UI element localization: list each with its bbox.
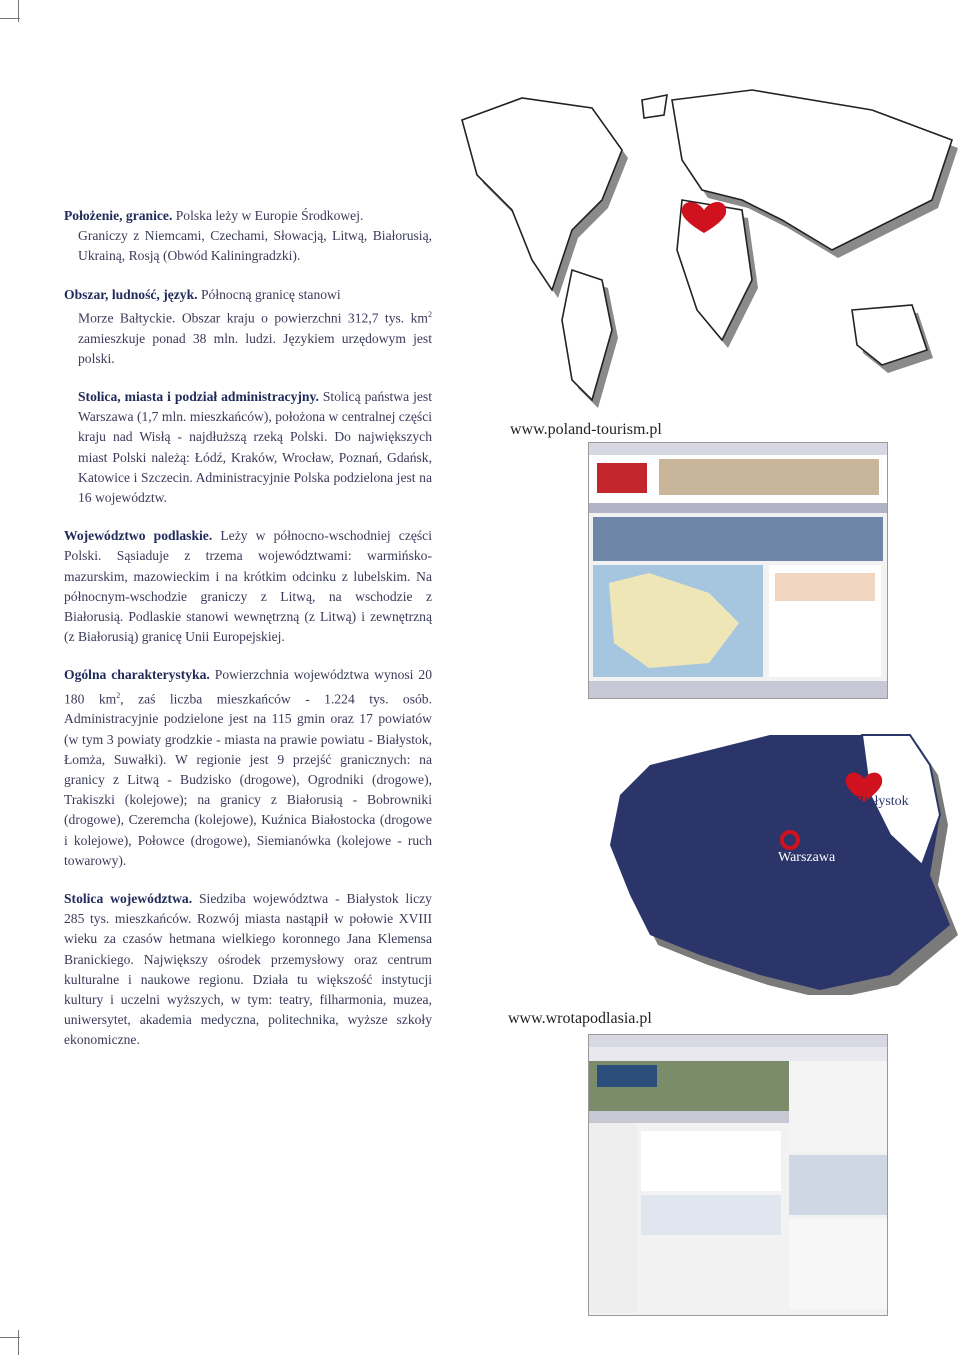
poland-tourism-url[interactable]: www.poland-tourism.pl bbox=[510, 421, 662, 438]
crop-mark bbox=[18, 0, 19, 22]
section-text: państwa jest Warszawa (1,7 mln. mieszkańców), położona w centralnej części kraju nad Wisłą - najdłuższą rzeką Polski. Do największych miast Polski należą: Łódź, Kraków, Wrocław, Poznań, Gdańsk, Katowice i Szczecin. Administracyjnie Polska podzielona jest na 16 województw. bbox=[78, 388, 432, 505]
section-text: zamieszkuje ponad 38 mln. ludzi. Językiem urzędowym jest polski. bbox=[78, 330, 432, 366]
section-heading: Stolica, miasta i podział administracyjny. bbox=[78, 388, 319, 404]
section-heading: Położenie, granice. bbox=[64, 208, 173, 223]
section-heading: Obszar, ludność, język. bbox=[64, 286, 198, 302]
poland-map bbox=[590, 705, 960, 995]
section-text: Stolicą bbox=[322, 388, 361, 404]
crop-mark bbox=[0, 18, 20, 19]
section-text: Leży w północno-wschodniej części Polski. Sąsiaduje z trzema województwami: warmińsko-mazurskim, mazowieckim i na krótkim odcinku z lubelskim. Na północnym-wschodzie graniczy z Litwą, na wschodzie z Białorusią. Podlaskie stanowi wewnętrzną (z Litwą) i zewnętrzną (z Białorusią) granicę Unii Europejskiej. bbox=[64, 528, 432, 645]
label-warszawa: Warszawa bbox=[778, 850, 836, 865]
section-general bbox=[64, 665, 432, 871]
section-heading: Stolica województwa. bbox=[64, 890, 193, 906]
crop-mark bbox=[0, 1337, 20, 1338]
section-area bbox=[64, 285, 432, 369]
section-text: Północną granicę stanowi bbox=[200, 286, 341, 302]
section-text: Graniczy z Niemcami, Czechami, Słowacją, Litwą, Białorusią, Ukrainą, Rosją (Obwód Kaliningradzki). bbox=[78, 228, 432, 264]
text-column bbox=[64, 206, 432, 1069]
section-text: Polska leży w Europie Środkowej. bbox=[175, 208, 364, 223]
section-regional-capital bbox=[64, 889, 432, 1051]
label-bialystok: Białystok bbox=[855, 794, 909, 809]
wrota-screenshot bbox=[588, 1034, 888, 1316]
section-text: , zaś liczba mieszkańców - 1.224 tys. osób. Administracyjnie podzielone jest na 115 gmin oraz 17 powiatów (w tym 3 powiaty grodzkie - miasta na prawie powiatu - Białystok, Łomża, Suwałki). W regionie jest 9 przejść granicznych: na granicy z Litwą - Budzisko (drogowe), Ogrodniki (drogowe), Trakiszki (kolejowe); na granicy z Białorusią - Bobrowniki (drogowe), Czeremcha (kolejowe), Kuźnica Białostocka (drogowe i kolejowe), Połowce (drogowe), Siemianówka (kolejowe - ruch towarowy). bbox=[64, 691, 432, 868]
section-text-block bbox=[64, 305, 432, 369]
section-voivodeship bbox=[64, 526, 432, 647]
poland-tourism-screenshot bbox=[588, 442, 888, 699]
section-text: Siedziba województwa - Białystok liczy 285 tys. mieszkańców. Rozwój miasta nastąpił w połowie XVIII wieku za czasów hetmana wielkiego koronnego Jana Klemensa Branickiego. Największy ośrodek przemysłowy oraz centrum kulturalne i naukowe regionu. Działa tu większość instytucji kultury i uczelni wyższych, w tym: teatry, filharmonia, muzea, uniwersytet, akademia medyczna, politechnika, wyższe szkoły ekonomiczne. bbox=[64, 890, 432, 1048]
section-text: Morze Bałtyckie. Obszar kraju o powierzchni 312,7 tys. km bbox=[78, 310, 428, 326]
superscript: 2 bbox=[428, 309, 432, 319]
superscript: 2 bbox=[116, 690, 121, 700]
section-heading: Województwo podlaskie. bbox=[64, 528, 213, 544]
section-text: Powierzchnia województwa wynosi 20 180 km bbox=[64, 667, 433, 707]
section-capital bbox=[64, 387, 432, 508]
wrota-url[interactable]: www.wrotapodlasia.pl bbox=[508, 1010, 652, 1027]
world-map bbox=[452, 80, 960, 420]
crop-mark bbox=[18, 1330, 19, 1355]
section-heading: Ogólna charakterystyka. bbox=[64, 667, 210, 683]
section-location bbox=[64, 206, 432, 267]
